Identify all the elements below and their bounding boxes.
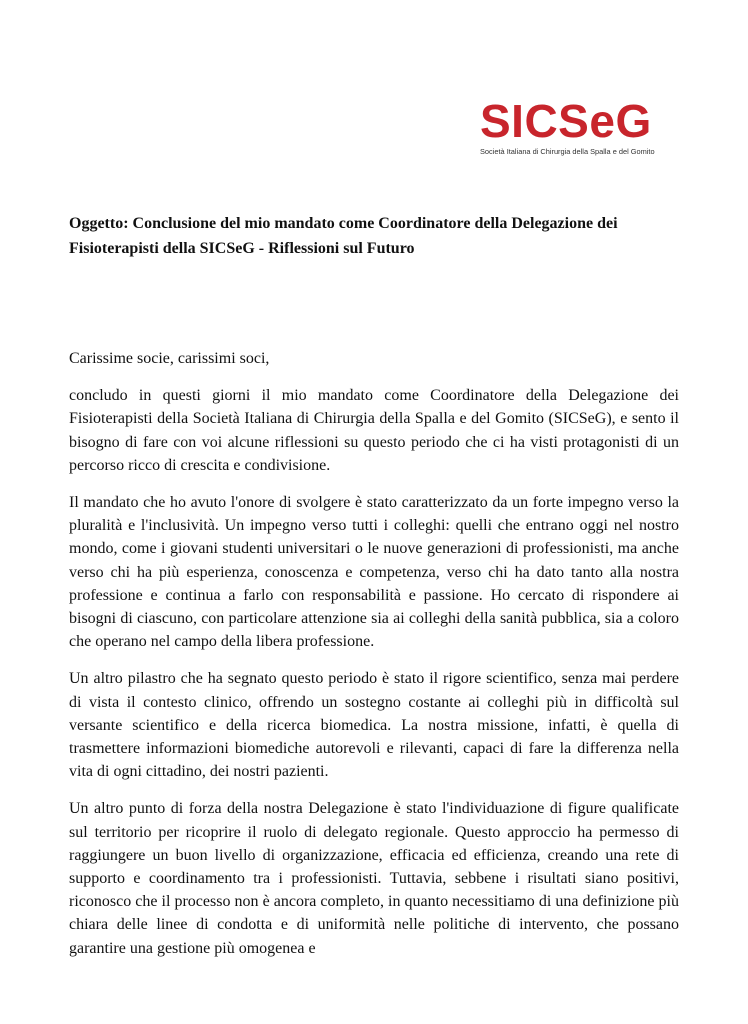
letter-salutation: Carissime socie, carissimi soci,	[69, 350, 270, 367]
letter-paragraph: concludo in questi giorni il mio mandato come Coordinatore della Delegazione dei Fisioterapisti della Società Italiana di Chirurgia della Spalla e del Gomito (SICSeG), e sento il bisogno di fare con voi alcune riflessioni su questo periodo che ci ha visti protagonisti di un percorso ricco di crescita e condivisione.	[69, 387, 679, 474]
sicseg-logo	[480, 95, 680, 156]
logo-wordmark: SICSeG	[480, 95, 652, 147]
letter-body	[69, 347, 679, 974]
letter-paragraph: Il mandato che ho avuto l'onore di svolgere è stato caratterizzato da un forte impegno verso la pluralità e l'inclusività. Un impegno verso tutti i colleghi: quelli che entrano oggi nel nostro mondo, come i giovani studenti universitari o le nuove generazioni di professionisti, ma anche verso chi ha più esperienza, conoscenza e competenza, verso chi ha dato tanto alla nostra professione e continua a farlo con responsabilità e passione. Ho cercato di rispondere ai bisogni di ciascuno, con particolare attenzione sia ai colleghi della sanità pubblica, sia a coloro che operano nel campo della libera professione.	[69, 494, 679, 651]
letter-subject: Oggetto: Conclusione del mio mandato come Coordinatore della Delegazione dei Fisioterapisti della SICSeG - Riflessioni sul Futuro	[69, 215, 618, 257]
logo-tagline: Società Italiana di Chirurgia della Spalla e del Gomito	[480, 147, 655, 156]
letter-paragraph: Un altro pilastro che ha segnato questo periodo è stato il rigore scientifico, senza mai perdere di vista il contesto clinico, offrendo un sostegno costante ai colleghi più in difficoltà sul versante scientifico e della ricerca biomedica. La nostra missione, infatti, è quella di trasmettere informazioni biomediche autorevoli e rilevanti, capaci di fare la differenza nella vita di ogni cittadino, dei nostri pazienti.	[69, 670, 679, 781]
letter-paragraph: Un altro punto di forza della nostra Delegazione è stato l'individuazione di figure qualificate sul territorio per ricoprire il ruolo di delegato regionale. Questo approccio ha permesso di raggiungere un buon livello di organizzazione, efficacia ed efficienza, creando una rete di supporto e coordinamento tra i professionisti. Tuttavia, sebbene i risultati siano positivi, riconosco che il processo non è ancora completo, in quanto necessitiamo di una definizione più chiara delle linee di condotta e di uniformità nelle politiche di intervento, che possano garantire una gestione più omogenea e	[69, 800, 679, 957]
